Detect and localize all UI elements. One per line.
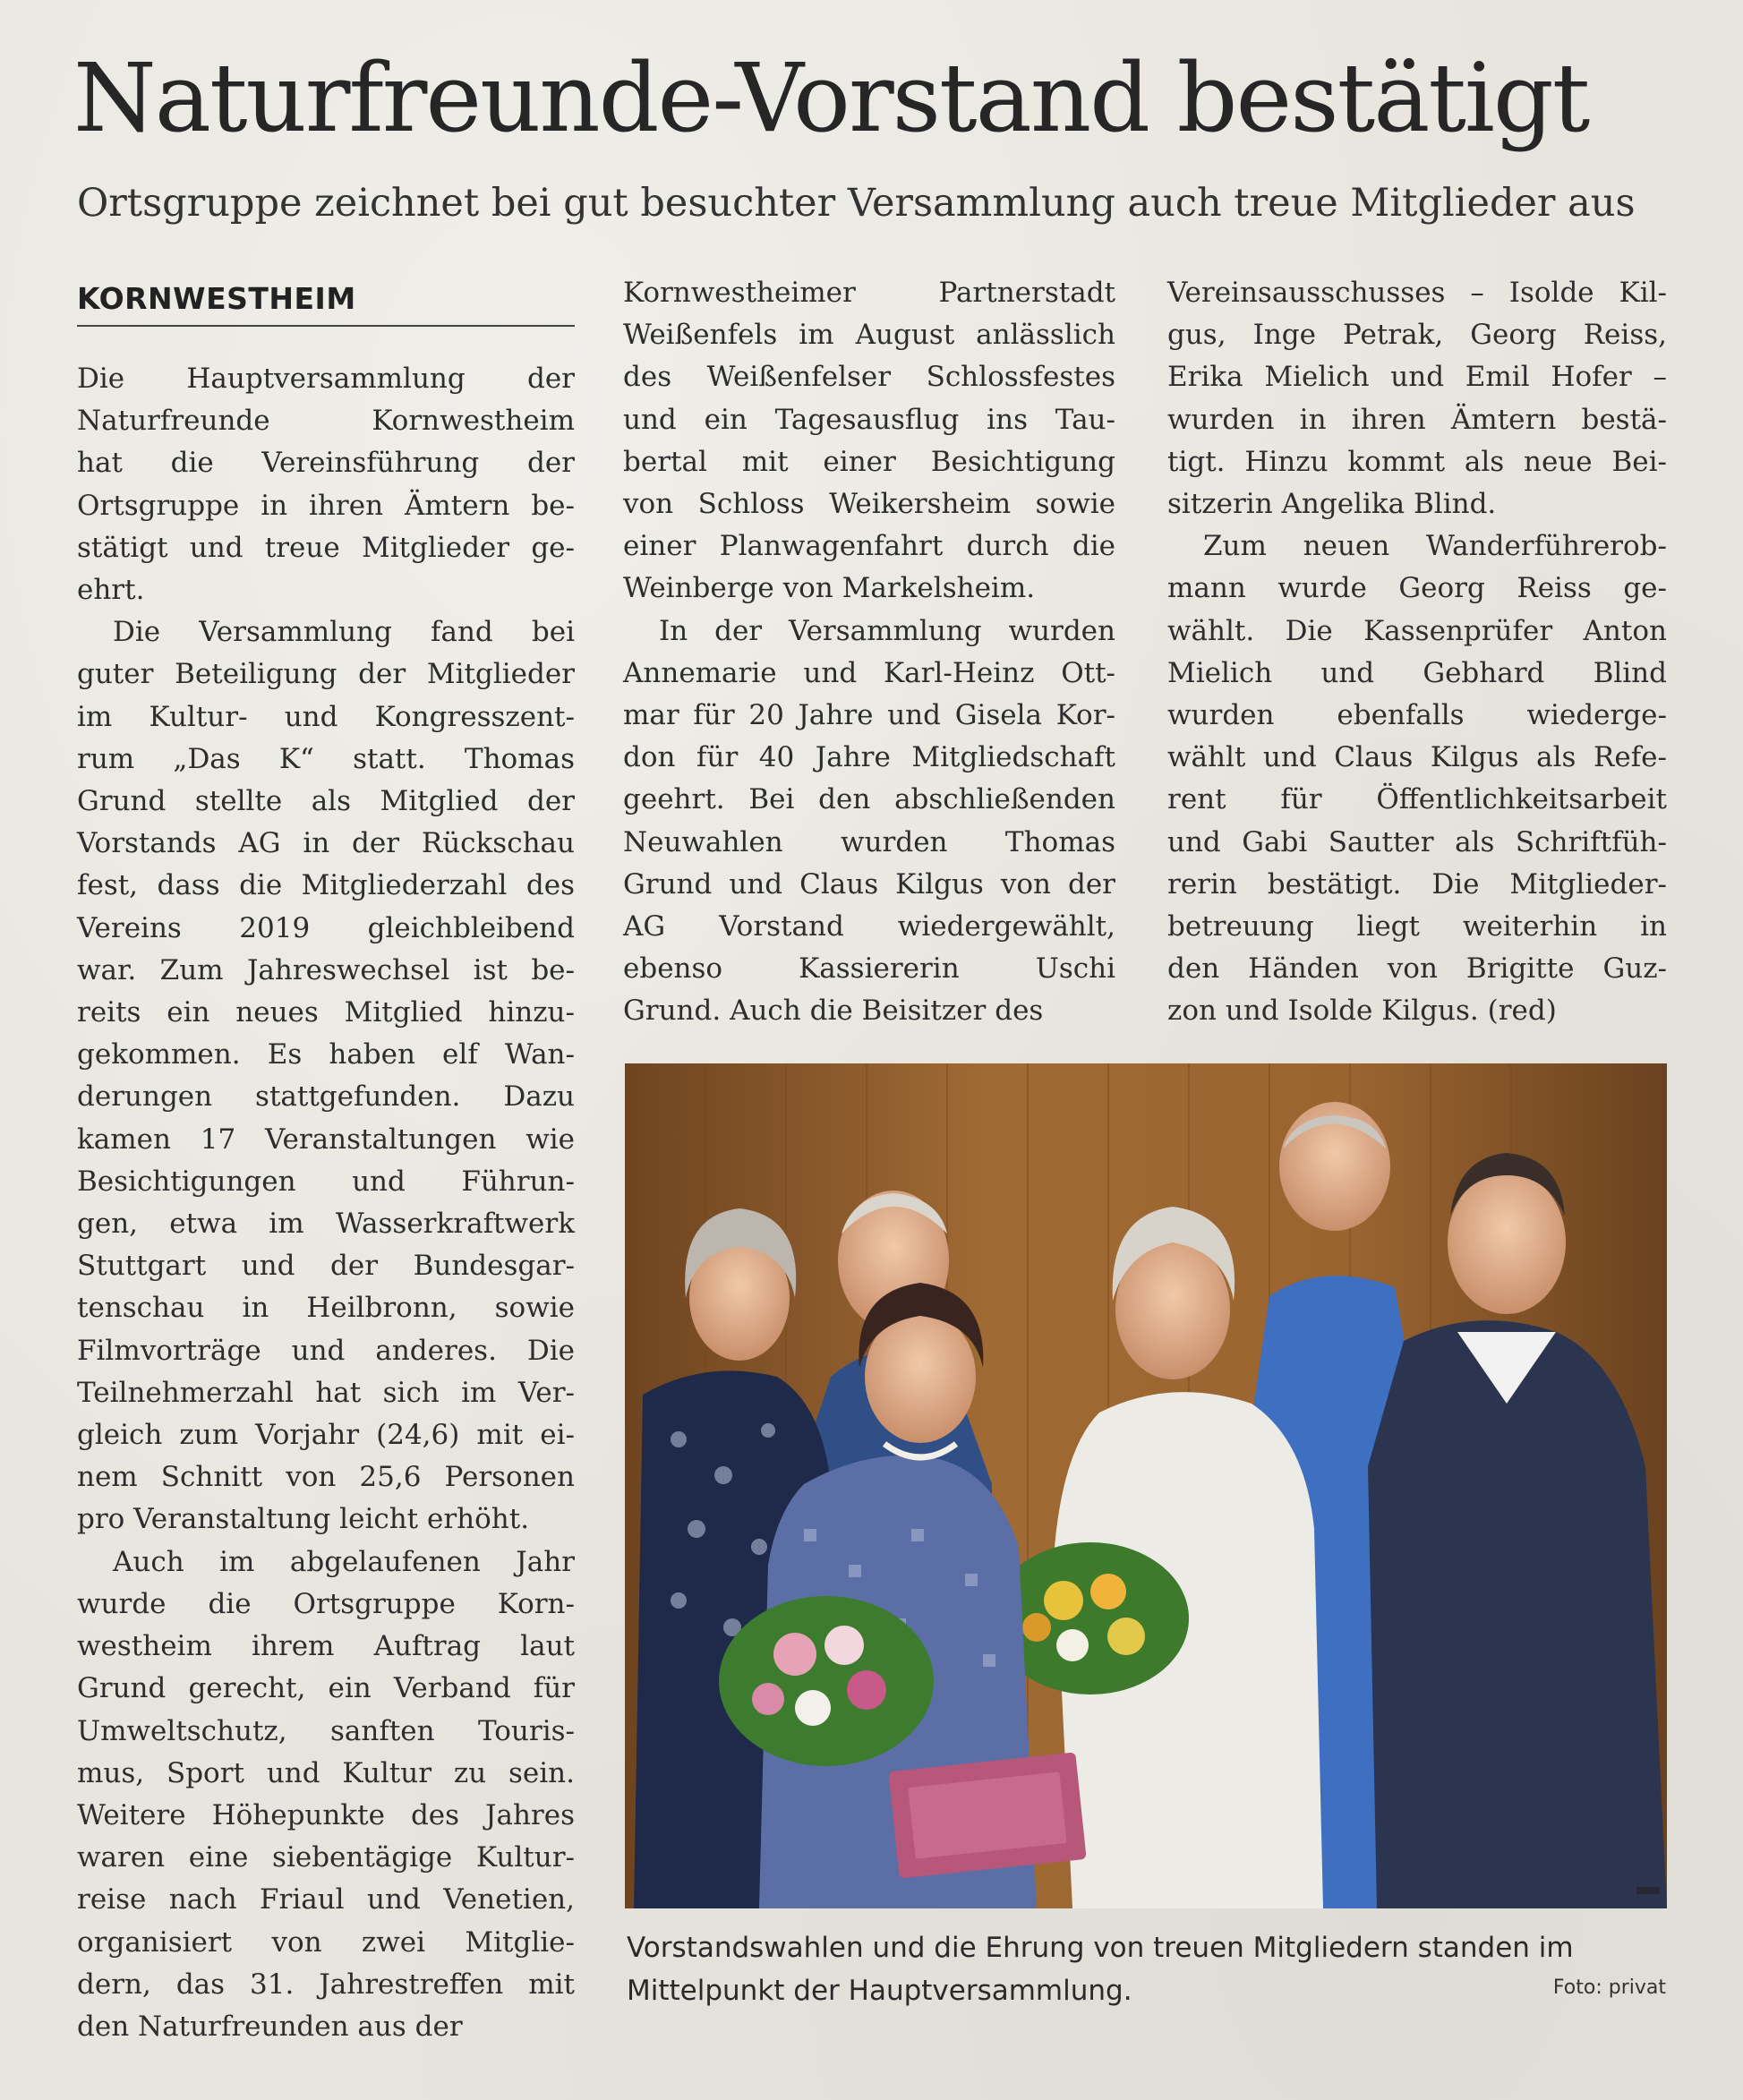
article-line: guter Beteiligung der Mitglieder	[77, 658, 575, 691]
article-line: dern, das 31. Jahrestreffen mit	[77, 1968, 575, 2001]
article-line: hat die Vereinsführung der	[77, 447, 575, 480]
article-line: Besichtigungen und Führun-	[77, 1165, 575, 1198]
article-line: tigt. Hinzu kommt als neue Bei-	[1167, 445, 1667, 478]
article-line: im Kultur- und Kongresszent-	[77, 700, 575, 733]
dateline: KORNWESTHEIM	[77, 281, 575, 327]
article-line: Vereinsausschusses – Isolde Kil-	[1167, 277, 1667, 309]
article-line: AG Vorstand wiedergewählt,	[623, 910, 1115, 943]
article-line: ehrt.	[77, 574, 145, 607]
article-line: und ein Tagesausflug ins Tau-	[623, 403, 1115, 436]
article-line: war. Zum Jahreswechsel ist be-	[77, 953, 575, 986]
article-line: Zum neuen Wanderführerob-	[1203, 530, 1667, 563]
article-line: Vorstands AG in der Rückschau	[77, 827, 575, 860]
article-line: gekommen. Es haben elf Wan-	[77, 1038, 575, 1071]
article-line: Auch im abgelaufenen Jahr	[113, 1545, 575, 1578]
article-line: mar für 20 Jahre und Gisela Kor-	[623, 699, 1115, 732]
article-line: waren eine siebentägige Kultur-	[77, 1841, 575, 1874]
article-line: westheim ihrem Auftrag laut	[77, 1630, 575, 1663]
article-line: Annemarie und Karl-Heinz Ott-	[623, 656, 1115, 689]
article-line: Die Versammlung fand bei	[113, 616, 575, 649]
article-line: nem Schnitt von 25,6 Personen	[77, 1461, 575, 1494]
article-line: In der Versammlung wurden	[659, 614, 1115, 647]
article-line: derungen stattgefunden. Dazu	[77, 1080, 575, 1114]
article-line: Naturfreunde Kornwestheim	[77, 405, 575, 438]
article-line: Weitere Höhepunkte des Jahres	[77, 1798, 575, 1831]
article-line: don für 40 Jahre Mitgliedschaft	[623, 741, 1115, 774]
article-line: bertal mit einer Besichtigung	[623, 445, 1115, 478]
article-line: reise nach Friaul und Venetien,	[77, 1883, 575, 1916]
article-line: mann wurde Georg Reiss ge-	[1167, 572, 1667, 605]
text-column-1	[77, 358, 575, 2048]
article-line: Teilnehmerzahl hat sich im Ver-	[77, 1376, 575, 1409]
article-line: des Weißenfelser Schlossfestes	[623, 361, 1115, 394]
article-line: gen, etwa im Wasserkraftwerk	[77, 1208, 575, 1241]
article-line: Filmvorträge und anderes. Die	[77, 1334, 575, 1367]
article-line: Mielich und Gebhard Blind	[1167, 656, 1667, 689]
article-line: stätigt und treue Mitglieder ge-	[77, 531, 575, 564]
article-line: Neuwahlen wurden Thomas	[623, 825, 1115, 858]
article-line: Grund gerecht, ein Verband für	[77, 1672, 575, 1705]
article-line: wurde die Ortsgruppe Korn-	[77, 1587, 575, 1620]
text-column-3	[1167, 272, 1667, 1033]
article-line: Erika Mielich und Emil Hofer –	[1167, 361, 1667, 394]
article-line: wählt und Claus Kilgus als Refe-	[1167, 741, 1667, 774]
article-line: rent für Öffentlichkeitsarbeit	[1167, 783, 1667, 816]
article-line: und Gabi Sautter als Schriftfüh-	[1167, 825, 1667, 858]
headline: Naturfreunde-Vorstand bestätigt	[73, 43, 1589, 153]
article-line: Vereins 2019 gleichbleibend	[77, 911, 575, 944]
article-line: Kornwestheimer Partnerstadt	[623, 277, 1115, 309]
article-line: Grund. Auch die Beisitzer des	[623, 995, 1044, 1028]
caption-line: Mittelpunkt der Hauptversammlung.	[627, 1975, 1132, 2007]
photo-caption	[627, 1926, 1665, 2012]
article-line: mus, Sport und Kultur zu sein.	[77, 1756, 575, 1789]
article-line: reits ein neues Mitglied hinzu-	[77, 996, 575, 1029]
article-line: gus, Inge Petrak, Georg Reiss,	[1167, 319, 1667, 352]
subheadline: Ortsgruppe zeichnet bei gut besuchter Versammlung auch treue Mitglieder aus	[77, 181, 1636, 226]
article-line: Grund und Claus Kilgus von der	[623, 867, 1115, 901]
text-column-2	[623, 272, 1115, 1033]
pink-flower-bouquet	[719, 1596, 934, 1766]
article-line: Weinberge von Markelsheim.	[623, 572, 1036, 605]
photo-credit: Foto: privat	[1552, 1976, 1666, 1999]
article-line: betreuung liegt weiterhin in	[1167, 910, 1667, 943]
article-line: fest, dass die Mitgliederzahl des	[77, 869, 575, 902]
article-line: den Naturfreunden aus der	[77, 2010, 463, 2043]
article-line: ebenso Kassiererin Uschi	[623, 952, 1115, 986]
article-line: geehrt. Bei den abschließenden	[623, 783, 1115, 816]
group-photo	[625, 1063, 1667, 1908]
article-line: Die Hauptversammlung der	[77, 363, 575, 395]
article-line: den Händen von Brigitte Guz-	[1167, 952, 1667, 986]
article-line: pro Veranstaltung leicht erhöht.	[77, 1503, 530, 1536]
article-line: rum „Das K“ statt. Thomas	[77, 742, 575, 775]
caption-line: Vorstandswahlen und die Ehrung von treuen Mitgliedern standen im	[627, 1932, 1574, 1964]
article-line: einer Planwagenfahrt durch die	[623, 530, 1115, 563]
article-line: gleich zum Vorjahr (24,6) mit ei-	[77, 1419, 575, 1452]
article-line: zon und Isolde Kilgus. (red)	[1167, 995, 1557, 1028]
article-line: organisiert von zwei Mitglie-	[77, 1925, 575, 1959]
article-line: kamen 17 Veranstaltungen wie	[77, 1123, 575, 1156]
article-line: Weißenfels im August anlässlich	[623, 319, 1115, 352]
article-line: wählt. Die Kassenprüfer Anton	[1167, 614, 1667, 647]
article-line: tenschau in Heilbronn, sowie	[77, 1292, 575, 1325]
article-line: sitzerin Angelika Blind.	[1167, 488, 1497, 521]
article-line: Ortsgruppe in ihren Ämtern be-	[77, 489, 575, 522]
article-line: von Schloss Weikersheim sowie	[623, 488, 1115, 521]
article-line: wurden ebenfalls wiederge-	[1167, 699, 1667, 732]
article-line: Umweltschutz, sanften Touris-	[77, 1714, 575, 1747]
article-line: rerin bestätigt. Die Mitglieder-	[1167, 867, 1667, 901]
article-line: wurden in ihren Ämtern bestä-	[1167, 403, 1667, 436]
article-line: Stuttgart und der Bundesgar-	[77, 1250, 575, 1283]
pink-certificate-folder	[888, 1752, 1086, 1878]
article-line: Grund stellte als Mitglied der	[77, 785, 575, 818]
